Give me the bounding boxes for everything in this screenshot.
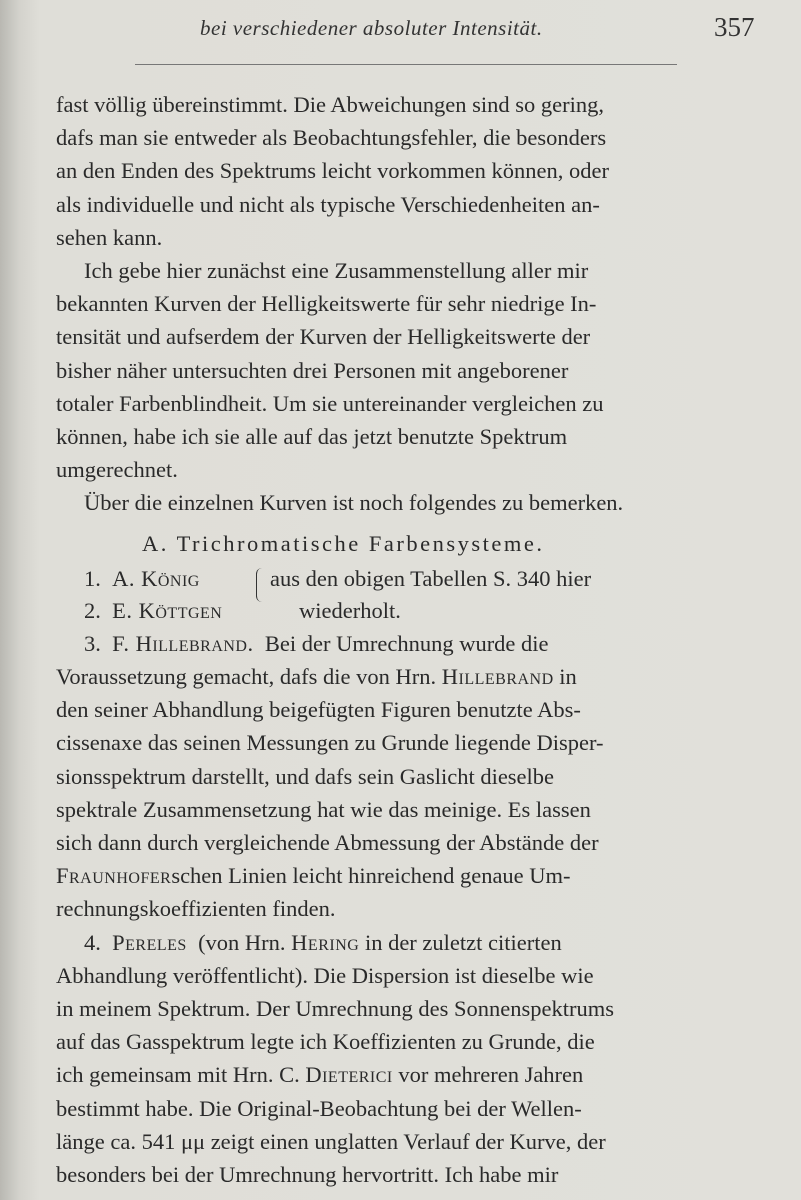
text-line: Über die einzelnen Kurven ist noch folgendes zu bemerken. [84, 490, 624, 516]
text-line: sehen kann. [56, 224, 163, 250]
text-run: ich gemeinsam mit Hrn. C. [56, 1062, 300, 1088]
text-run: Bei der Umrechnung wurde die [264, 630, 549, 656]
text-line: können, habe ich sie alle auf das jetzt benutzte Spektrum [56, 423, 568, 449]
entry-3-line [84, 629, 549, 659]
text-line: länge ca. 541 μμ zeigt einen unglatten Verlauf der Kurve, der [56, 1128, 606, 1154]
entry-note: aus den obigen Tabellen S. 340 hier [270, 566, 592, 592]
text-line: auf das Gasspektrum legte ich Koeffizienten zu Grunde, die [56, 1029, 595, 1055]
text-line: besonders bei der Umrechnung hervortritt. Ich habe mir [56, 1162, 559, 1187]
entry-1-line [84, 564, 200, 594]
text-line: bekannten Kurven der Helligkeitswerte für sehr niedrige In- [56, 291, 597, 317]
text-line: sich dann durch vergleichende Abmessung der Abstände der [56, 830, 599, 856]
text-line: als individuelle und nicht als typische Verschiedenheiten an- [56, 191, 600, 217]
text-line: rechnungskoeffizienten finden. [56, 896, 336, 922]
text-line: cissenaxe das seinen Messungen zu Grunde liegende Disper- [56, 730, 604, 756]
entry-2-line [84, 596, 222, 626]
author-name: Hillebrand [441, 664, 554, 690]
entry-number: 1. [84, 566, 101, 592]
author-name: E. Köttgen [112, 597, 223, 623]
text-line: Ich gebe hier zunächst eine Zusammenstellung aller mir [84, 257, 589, 283]
text-line: bisher näher untersuchten drei Personen mit angeborener [56, 357, 569, 383]
text-run: vor mehreren Jahren [398, 1062, 584, 1088]
text-line [56, 662, 577, 692]
entry-4-line [84, 928, 562, 958]
author-name: Dieterici [305, 1062, 393, 1088]
text-line [56, 1060, 583, 1090]
text-line: sionsspektrum darstellt, und dafs sein Gaslicht dieselbe [56, 763, 555, 789]
text-line: dafs man sie entweder als Beobachtungsfehler, die besonders [56, 125, 607, 151]
text-line: den seiner Abhandlung beigefügten Figuren benutzte Abs- [56, 697, 581, 723]
text-run: in der zuletzt citierten [364, 929, 562, 955]
author-name: Hering [291, 929, 360, 955]
text-line: totaler Farbenblindheit. Um sie untereinander vergleichen zu [56, 390, 604, 416]
text-line: an den Enden des Spektrums leicht vorkommen können, oder [56, 158, 609, 184]
text-line: bestimmt habe. Die Original-Beobachtung bei der Wellen- [56, 1095, 582, 1121]
text-line: Abhandlung veröffentlicht). Die Dispersion ist dieselbe wie [56, 962, 594, 988]
entry-note: wiederholt. [299, 597, 401, 623]
text-line [56, 861, 571, 891]
author-name: Fraunhofer [56, 863, 172, 889]
section-heading: A. Trichromatische Farbensysteme. [142, 531, 545, 557]
text-run: schen Linien leicht hinreichend genaue Um- [171, 863, 571, 889]
entry-number: 2. [84, 597, 101, 623]
text-line: fast völlig übereinstimmt. Die Abweichungen sind so gering, [56, 92, 605, 117]
text-line: tensität und aufserdem der Kurven der Helligkeitswerte der [56, 324, 591, 350]
author-name: A. König [112, 566, 200, 592]
entry-number: 3. [84, 630, 101, 656]
running-title: bei verschiedener absoluter Intensität. [200, 16, 543, 40]
author-name: Pereles [112, 929, 187, 955]
author-name: F. Hillebrand. [112, 630, 254, 656]
text-run: (von Hrn. [198, 929, 286, 955]
text-run: Voraussetzung gemacht, dafs die von Hrn. [56, 664, 437, 690]
text-line: in meinem Spektrum. Der Umrechnung des Sonnenspektrums [56, 996, 615, 1022]
text-run: in [559, 664, 577, 690]
text-line: umgerechnet. [56, 457, 178, 483]
brace [256, 568, 265, 602]
page-number: 357 [714, 12, 755, 42]
entry-number: 4. [84, 929, 101, 955]
text-line: spektrale Zusammensetzung hat wie das meinige. Es lassen [56, 796, 591, 822]
